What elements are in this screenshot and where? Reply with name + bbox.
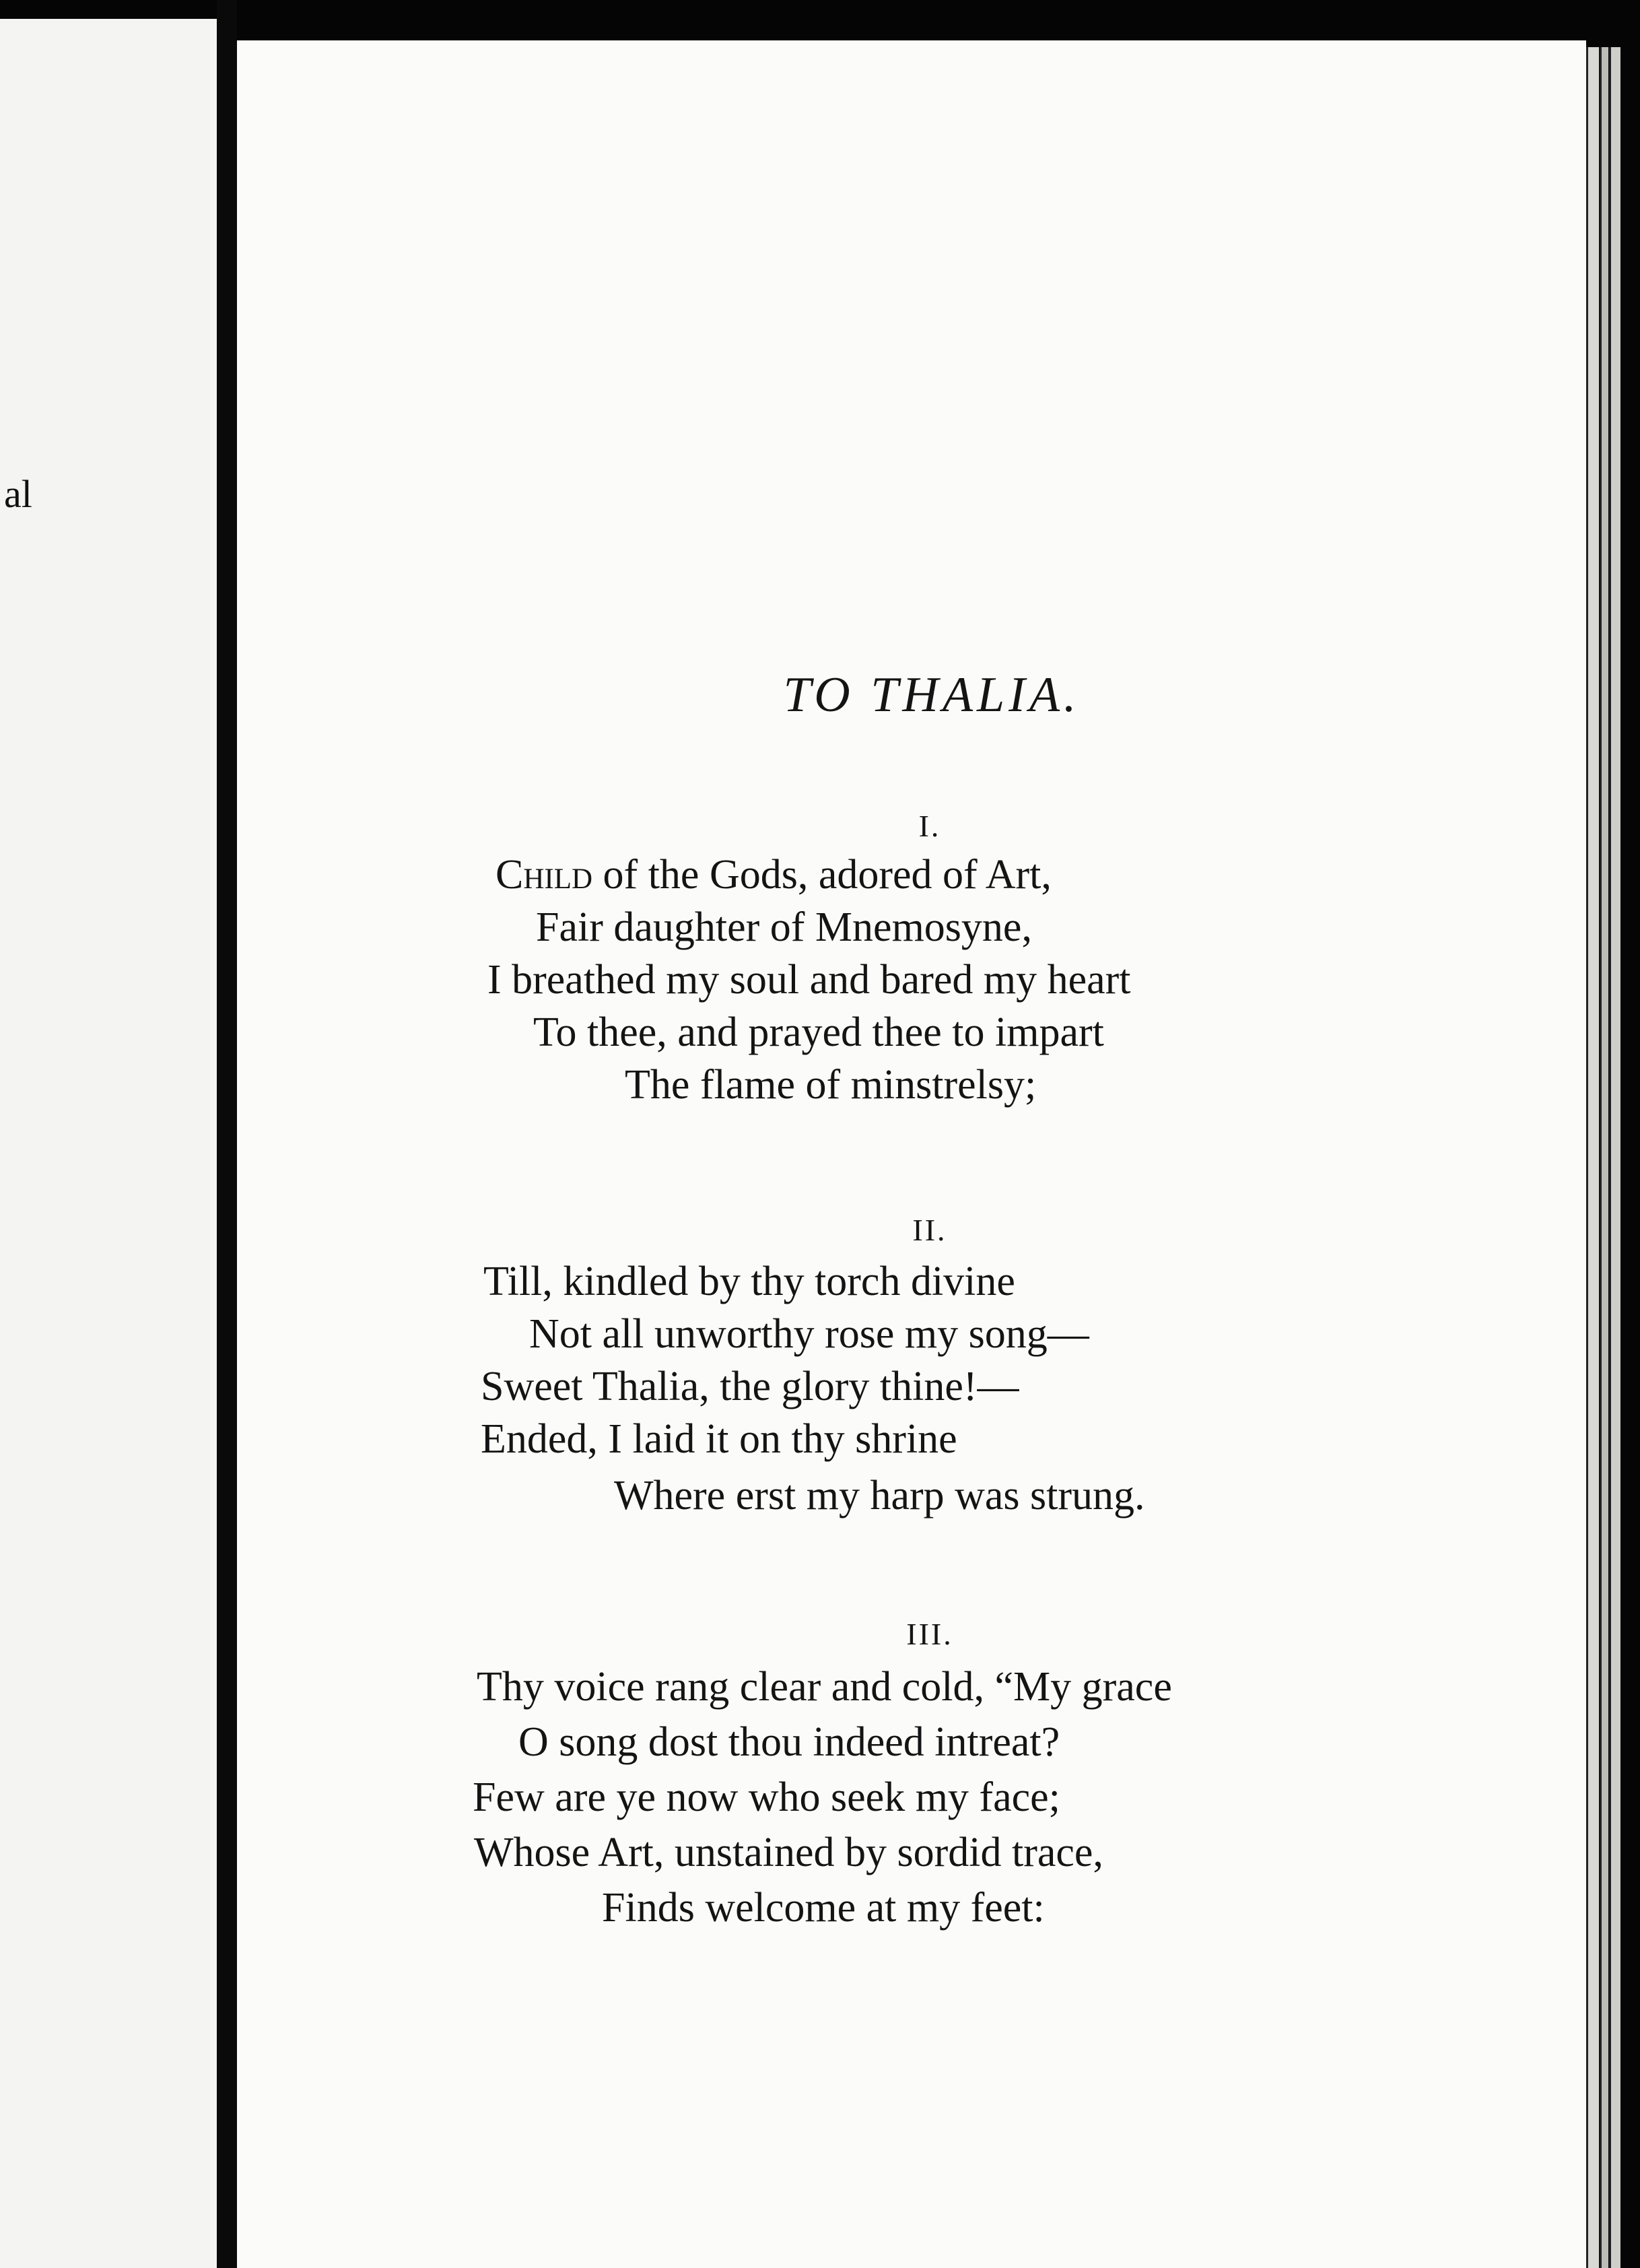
poem-line: To thee, and prayed thee to impart bbox=[533, 1009, 1104, 1055]
poem-line: Whose Art, unstained by sordid trace, bbox=[474, 1830, 1103, 1875]
poem-title: TO THALIA. bbox=[783, 667, 1081, 723]
poem-line-opening bbox=[496, 854, 1052, 896]
poem bbox=[237, 0, 1586, 2268]
poem-line: The flame of minstrelsy; bbox=[625, 1062, 1037, 1108]
poem-line: Few are ye now who seek my face; bbox=[473, 1774, 1060, 1820]
poem-line: I breathed my soul and bared my heart bbox=[487, 957, 1131, 1003]
poem-line: O song dost thou indeed intreat? bbox=[518, 1719, 1060, 1765]
stanza-numeral: I. bbox=[918, 809, 941, 843]
stanza-numeral: II. bbox=[912, 1213, 947, 1247]
poem-line: Not all unworthy rose my song— bbox=[529, 1311, 1089, 1357]
opening-word: Child bbox=[496, 852, 593, 898]
poem-line: Ended, I laid it on thy shrine bbox=[481, 1416, 957, 1462]
page-edge bbox=[1600, 47, 1608, 2268]
poem-line: Till, kindled by thy torch divine bbox=[483, 1259, 1015, 1304]
poem-line: Thy voice rang clear and cold, “My grace bbox=[477, 1664, 1172, 1710]
poem-line: Fair daughter of Mnemosyne, bbox=[536, 904, 1032, 950]
poem-line: Where erst my harp was strung. bbox=[614, 1473, 1145, 1519]
opening-rest: of the Gods, adored of Art, bbox=[603, 852, 1052, 898]
poem-line: Sweet Thalia, the glory thine!— bbox=[481, 1364, 1019, 1409]
page-edge bbox=[1609, 47, 1620, 2268]
left-page-fragment: al bbox=[4, 472, 32, 516]
page-edge bbox=[1586, 47, 1599, 2268]
binding-gutter bbox=[217, 0, 237, 2268]
stanza-numeral: III. bbox=[906, 1617, 953, 1651]
left-page bbox=[0, 19, 217, 2268]
poem-line: Finds welcome at my feet: bbox=[602, 1885, 1045, 1931]
